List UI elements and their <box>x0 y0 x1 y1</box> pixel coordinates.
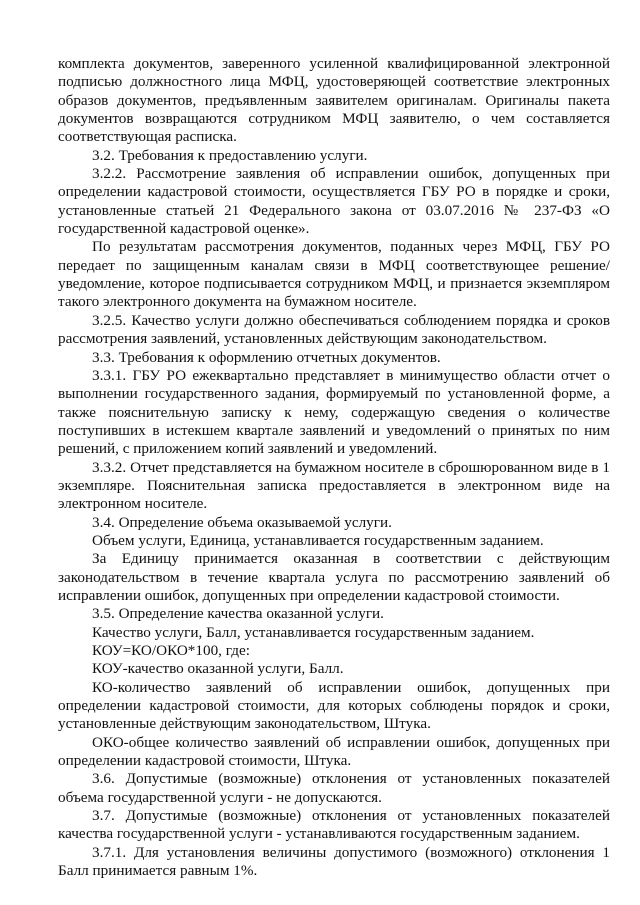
heading-3-3-report-requirements: 3.3. Требования к оформлению отчетных документов. <box>92 348 441 366</box>
paragraph-3-6: 3.6. Допустимые (возможные) отклонения от установленных показателей объема государственной услуги - не допускаются. <box>58 770 610 806</box>
paragraph-3-7: 3.7. Допустимые (возможные) отклонения от установленных показателей качества государственной услуги - устанавливаются государственным заданием. <box>58 807 610 843</box>
paragraph-3-3-1: 3.3.1. ГБУ РО ежеквартально представляет в минимущество области отчет о выполнении государственного задания, формируемый по установленной форме, а также пояснительную записку к нему, содержащую сведения о количестве поступивших в истекшем квартале заявлений и уведомлений о принятых по ним решений, с приложением копий заявлений и уведомлений. <box>58 366 610 458</box>
definition-kou: КОУ-качество оказанной услуги, Балл. <box>92 660 344 678</box>
paragraph-3-2-2: 3.2.2. Рассмотрение заявления об исправлении ошибок, допущенных при определении кадастровой стоимости, осуществляется ГБУ РО в порядке и сроки, установленные статьей 21 Федерального закона от 03.07.2016 № 237-ФЗ «О государственной кадастровой оценке». <box>58 165 610 238</box>
definition-ko: КО-количество заявлений об исправлении ошибок, допущенных при определении кадастровой стоимости, для которых соблюдены порядок и сроки, установленные действующим законодательством, Штука. <box>58 678 610 733</box>
heading-3-5-quality: 3.5. Определение качества оказанной услуги. <box>92 605 384 623</box>
paragraph-volume-unit: Объем услуги, Единица, устанавливается государственным заданием. <box>92 531 544 549</box>
heading-3-4-volume: 3.4. Определение объема оказываемой услуги. <box>92 513 392 531</box>
definition-oko: ОКО-общее количество заявлений об исправлении ошибок, допущенных при определении кадастровой стоимости, Штука. <box>58 733 610 770</box>
paragraph-quality-score: Качество услуги, Балл, устанавливается государственным заданием. <box>92 623 535 641</box>
document-page <box>58 55 610 880</box>
paragraph-3-7-1: 3.7.1. Для установления величины допустимого (возможного) отклонения 1 Балл принимается равным 1%. <box>58 843 610 880</box>
paragraph-mfc-results: По результатам рассмотрения документов, поданных через МФЦ, ГБУ РО передает по защищенным каналам связи в МФЦ соответствующее решение/уведомление, которое подписывается сотрудником МФЦ, и признается экземпляром такого электронного документа на бумажном носителе. <box>58 238 610 311</box>
paragraph-document-package: комплекта документов, заверенного усиленной квалифицированной электронной подписью должностного лица МФЦ, удостоверяющей соответствие электронных образов документов, предъявленным заявителем оригиналам. Оригиналы пакета документов возвращаются сотрудником МФЦ заявителю, о чем составляется соответствующая расписка. <box>58 55 610 146</box>
paragraph-3-3-2: 3.3.2. Отчет представляется на бумажном носителе в сброшюрованном виде в 1 экземпляре. Пояснительная записка предоставляется в электронном виде на электронном носителе. <box>58 458 610 513</box>
paragraph-unit-definition: За Единицу принимается оказанная в соответствии с действующим законодательством в течение квартала услуга по рассмотрению заявлений об исправлении ошибок, допущенных при определении кадастровой стоимости. <box>58 550 610 604</box>
formula-kou: КОУ=КО/ОКО*100, где: <box>92 642 250 659</box>
heading-3-2-service-requirements: 3.2. Требования к предоставлению услуги. <box>92 146 368 164</box>
paragraph-3-2-5: 3.2.5. Качество услуги должно обеспечиваться соблюдением порядка и сроков рассмотрения заявлений, установленных действующим законодательством. <box>58 311 610 348</box>
